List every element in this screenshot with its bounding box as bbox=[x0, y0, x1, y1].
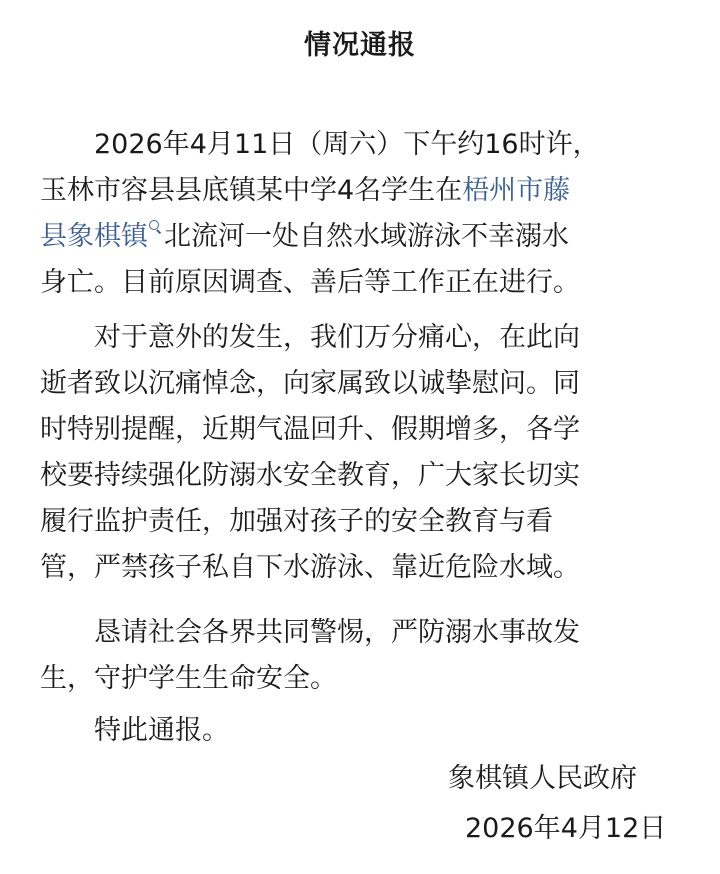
issue-date: 2026年4月12日 bbox=[465, 813, 667, 844]
line-text: 北流河一处自然水域游泳不幸溺水 bbox=[164, 221, 569, 252]
issuing-authority: 象棋镇人民政府 bbox=[448, 763, 637, 794]
location-link[interactable]: 县象棋镇 bbox=[40, 221, 148, 252]
paragraph-line: 管，严禁孩子私自下水游泳、靠近危险水域。 bbox=[40, 552, 580, 583]
paragraph-line: 生，守护学生生命安全。 bbox=[40, 663, 337, 694]
paragraph-line: 时特别提醒，近期气温回升、假期增多，各学 bbox=[40, 414, 580, 445]
paragraph-line bbox=[40, 214, 569, 260]
search-icon[interactable] bbox=[148, 220, 162, 234]
paragraph-line: 逝者致以沉痛悼念，向家属致以诚挚慰问。同 bbox=[40, 368, 580, 399]
paragraph-line: 身亡。目前原因调查、善后等工作正在进行。 bbox=[40, 267, 580, 298]
line-text: 玉林市容县县底镇某中学4名学生在 bbox=[40, 175, 463, 206]
paragraph-line bbox=[40, 168, 570, 214]
location-link[interactable]: 梧州市藤 bbox=[462, 175, 571, 206]
paragraph-line: 履行监护责任，加强对孩子的安全教育与看 bbox=[40, 506, 553, 537]
paragraph-line: 恳请社会各界共同警惕，严防溺水事故发 bbox=[94, 617, 580, 648]
paragraph-line: 校要持续强化防溺水安全教育，广大家长切实 bbox=[40, 460, 580, 491]
paragraph-line: 对于意外的发生，我们万分痛心，在此向 bbox=[94, 322, 580, 353]
notice-title: 情况通报 bbox=[304, 30, 416, 61]
paragraph-line: 特此通报。 bbox=[94, 715, 229, 746]
paragraph-line: 2026年4月11日（周六）下午约16时许， bbox=[94, 129, 600, 160]
